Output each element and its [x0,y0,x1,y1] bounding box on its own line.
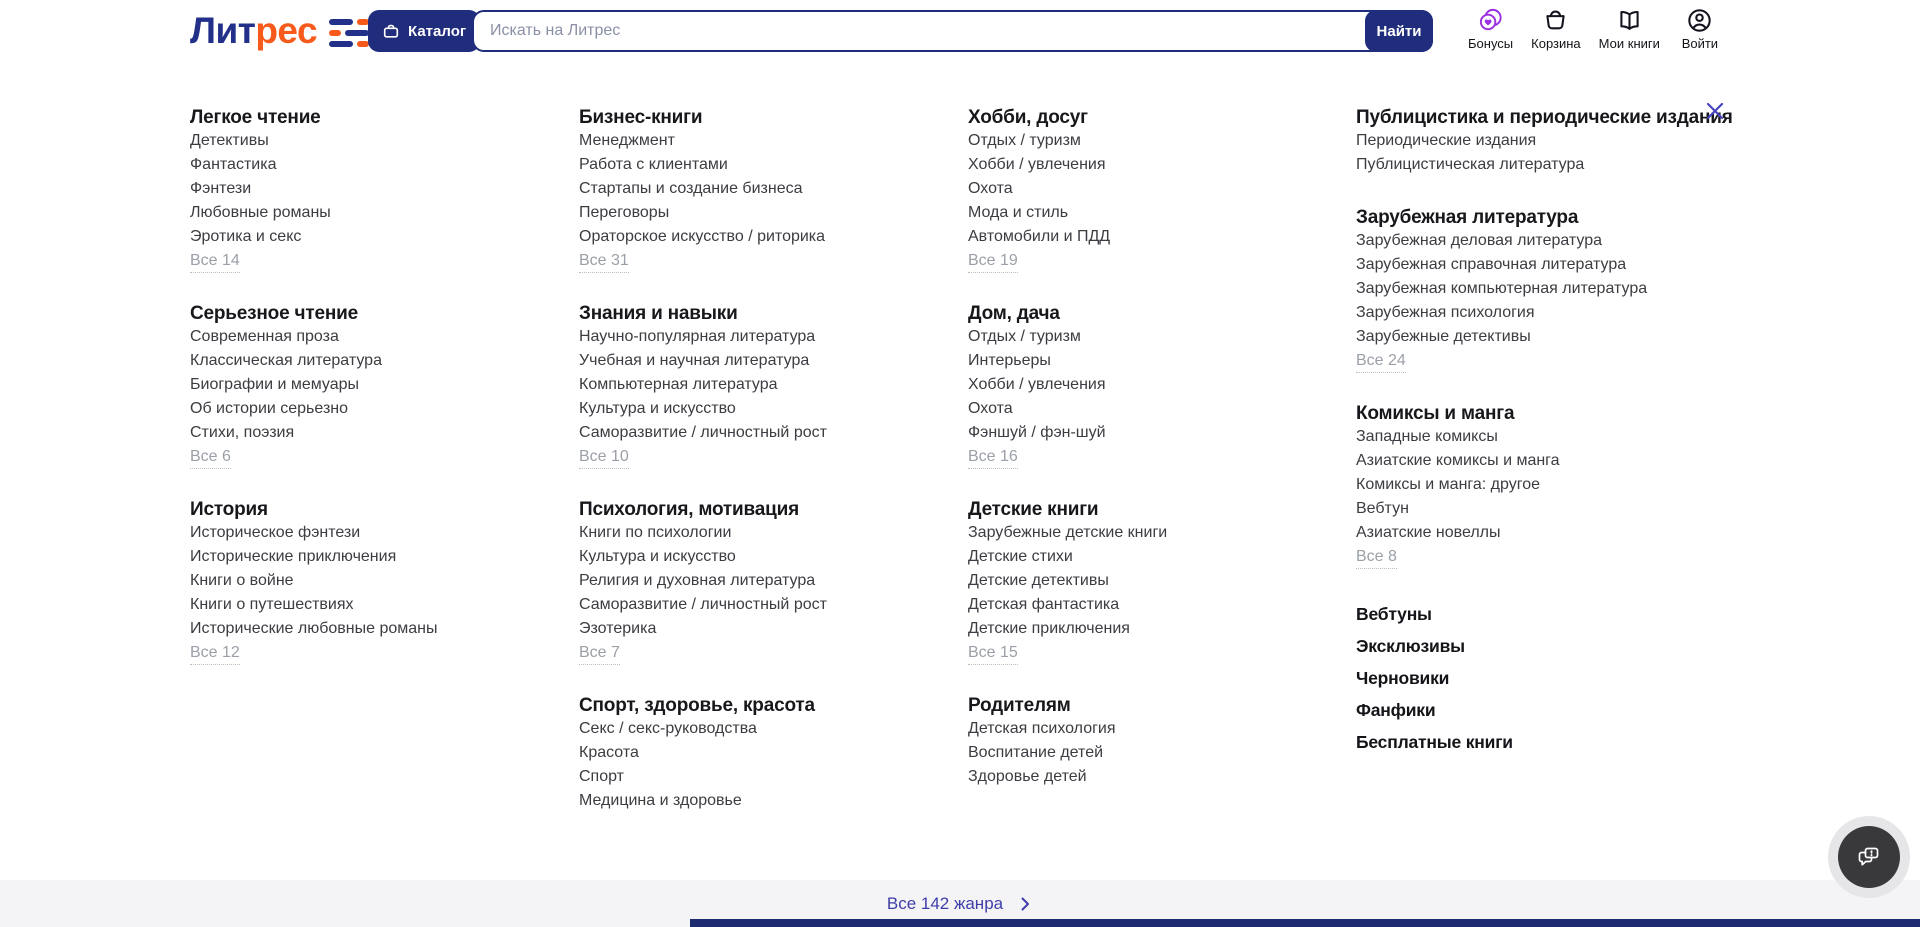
menu-item[interactable]: Хобби / увлечения [968,376,1106,393]
menu-item[interactable]: Историческое фэнтези [190,524,361,541]
menu-item[interactable]: Зарубежная компьютерная литература [1356,280,1648,297]
bonus-icon [1477,7,1504,34]
menu-item[interactable]: Книги о войне [190,572,294,589]
menu-item[interactable]: Культура и искусство [579,548,736,565]
section-title[interactable]: Дом, дача [968,303,1060,324]
section-title[interactable]: Бизнес-книги [579,107,703,128]
menu-item[interactable]: Периодические издания [1356,132,1537,149]
section-title[interactable]: История [190,499,268,520]
menu-item[interactable]: Детская психология [968,720,1116,737]
menu-item[interactable]: Отдых / туризм [968,328,1081,345]
menu-column [968,106,1356,842]
search-bar [472,10,1433,52]
show-all-link[interactable]: Все 31 [579,249,629,273]
show-all-link[interactable]: Все 15 [968,641,1018,665]
menu-item[interactable]: Мода и стиль [968,204,1069,221]
catalog-mega-menu [0,62,1920,880]
menu-item[interactable]: Религия и духовная литература [579,572,816,589]
section-title[interactable]: Легкое чтение [190,107,321,128]
menu-standalone-link[interactable]: Черновики [1356,668,1450,688]
menu-item[interactable]: Интерьеры [968,352,1051,369]
show-all-link[interactable]: Все 7 [579,641,620,665]
top-bar [0,0,1920,62]
show-all-link[interactable]: Все 10 [579,445,629,469]
chat-bubbles-icon [1838,826,1900,888]
catalog-button[interactable] [368,10,480,52]
menu-section [968,694,1356,789]
menu-item[interactable]: Зарубежная деловая литература [1356,232,1603,249]
section-title[interactable]: Хобби, досуг [968,107,1088,128]
show-all-link[interactable]: Все 19 [968,249,1018,273]
logo-text-orange: рес [255,10,318,51]
menu-item[interactable]: Публицистическая литература [1356,156,1585,173]
show-all-link[interactable]: Все 24 [1356,349,1406,373]
nav-login[interactable] [1678,7,1722,51]
menu-section [1356,106,1920,177]
litres-logo[interactable] [190,10,369,51]
show-all-link[interactable]: Все 16 [968,445,1018,469]
menu-section [968,498,1356,665]
chevron-right-icon [1017,896,1033,912]
close-icon[interactable] [1702,99,1728,125]
menu-item[interactable]: Классическая литература [190,352,382,369]
menu-column [1356,106,1920,842]
menu-item[interactable]: Стихи, поэзия [190,424,295,441]
section-title[interactable]: Знания и навыки [579,303,738,324]
all-genres-link[interactable] [887,894,1033,914]
search-input[interactable] [474,12,1431,50]
menu-section [190,498,579,665]
menu-item[interactable]: Зарубежная справочная литература [1356,256,1627,273]
top-nav [1468,7,1722,51]
logo-text-blue: Лит [190,10,256,51]
show-all-link[interactable]: Все 12 [190,641,240,665]
section-title[interactable]: Комиксы и манга [1356,403,1515,424]
section-title[interactable]: Психология, мотивация [579,499,799,520]
menu-item[interactable]: Зарубежные детские книги [968,524,1168,541]
nav-my-books[interactable] [1599,7,1660,51]
menu-section [579,106,968,273]
menu-section [579,498,968,665]
footer-strip [690,919,1920,927]
login-icon [1686,7,1713,34]
menu-item[interactable]: Детская фантастика [968,596,1120,613]
nav-bonuses[interactable] [1468,7,1513,51]
menu-item[interactable]: Зарубежные детективы [1356,328,1531,345]
menu-item[interactable]: Комиксы и манга: другое [1356,476,1541,493]
menu-item[interactable]: Фэншуй / фэн-шуй [968,424,1106,441]
catalog-button-label: Каталог [408,22,467,40]
nav-login-label: Войти [1681,36,1719,51]
menu-item[interactable]: Книги о путешествиях [190,596,354,613]
section-title[interactable]: Публицистика и периодические издания [1356,107,1733,128]
show-all-link[interactable]: Все 6 [190,445,231,469]
menu-standalone-link[interactable]: Фанфики [1356,700,1436,720]
menu-item[interactable]: Научно-популярная литература [579,328,816,345]
menu-item[interactable]: Автомобили и ПДД [968,228,1111,245]
menu-item[interactable]: Работа с клиентами [579,156,728,173]
menu-item[interactable]: Красота [579,744,639,761]
nav-cart-label: Корзина [1531,36,1581,51]
menu-item[interactable]: Об истории серьезно [190,400,349,417]
menu-item[interactable]: Детские детективы [968,572,1109,589]
menu-item[interactable]: Спорт [579,768,624,785]
menu-section [968,106,1356,273]
show-all-link[interactable]: Все 8 [1356,545,1397,569]
menu-item[interactable]: Саморазвитие / личностный рост [579,424,827,441]
menu-standalone-link[interactable]: Эксклюзивы [1356,636,1465,656]
menu-item[interactable]: Современная проза [190,328,339,345]
menu-item[interactable]: Исторические любовные романы [190,620,438,637]
cart-icon [1542,7,1569,34]
menu-item[interactable]: Фантастика [190,156,277,173]
section-title[interactable]: Спорт, здоровье, красота [579,695,815,716]
menu-item[interactable]: Культура и искусство [579,400,736,417]
menu-section [579,694,968,813]
menu-item[interactable]: Эротика и секс [190,228,302,245]
menu-item[interactable]: Менеджмент [579,132,675,149]
section-title[interactable]: Серьезное чтение [190,303,358,324]
menu-item[interactable]: Секс / секс-руководства [579,720,757,737]
menu-item[interactable]: Исторические приключения [190,548,397,565]
menu-item[interactable]: Медицина и здоровье [579,792,742,809]
section-title[interactable]: Родителям [968,695,1071,716]
menu-item[interactable]: Западные комиксы [1356,428,1498,445]
menu-item[interactable]: Охота [968,180,1013,197]
menu-section [579,302,968,469]
menu-item[interactable]: Детские приключения [968,620,1130,637]
menu-item[interactable]: Эзотерика [579,620,657,637]
menu-item[interactable]: Хобби / увлечения [968,156,1106,173]
menu-column [579,106,968,842]
menu-item[interactable]: Фэнтези [190,180,252,197]
nav-bonuses-label: Бонусы [1468,36,1514,51]
menu-item[interactable]: Детские стихи [968,548,1073,565]
nav-cart[interactable] [1531,7,1581,51]
menu-section [190,106,579,273]
menu-standalone-link[interactable]: Вебтуны [1356,604,1432,624]
menu-item[interactable]: Здоровье детей [968,768,1087,785]
menu-item[interactable]: Учебная и научная литература [579,352,810,369]
section-title[interactable]: Зарубежная литература [1356,207,1579,228]
menu-item[interactable]: Детективы [190,132,269,149]
nav-my-books-label: Мои книги [1598,36,1660,51]
menu-item[interactable]: Переговоры [579,204,670,221]
menu-section [968,302,1356,469]
menu-item[interactable]: Зарубежная психология [1356,304,1535,321]
section-title[interactable]: Детские книги [968,499,1099,520]
catalog-box-icon [382,22,400,40]
show-all-link[interactable]: Все 14 [190,249,240,273]
menu-standalone-link[interactable]: Бесплатные книги [1356,732,1513,752]
search-submit-button[interactable]: Найти [1365,10,1433,52]
menu-section [1356,402,1920,569]
menu-item[interactable]: Азиатские новеллы [1356,524,1501,541]
logo-stripes-icon [329,15,369,47]
menu-item[interactable]: Биографии и мемуары [190,376,360,393]
menu-section [190,302,579,469]
menu-item[interactable]: Стартапы и создание бизнеса [579,180,803,197]
menu-item[interactable]: Книги по психологии [579,524,732,541]
chat-widget-button[interactable] [1828,816,1910,898]
all-genres-label: Все 142 жанра [886,893,1004,913]
menu-item[interactable]: Вебтун [1356,500,1409,517]
my-books-icon [1616,7,1643,34]
menu-section [1356,206,1920,373]
menu-column [190,106,579,842]
menu-item[interactable]: Любовные романы [190,204,331,221]
menu-item[interactable]: Компьютерная литература [579,376,778,393]
menu-item[interactable]: Охота [968,400,1013,417]
menu-item[interactable]: Саморазвитие / личностный рост [579,596,827,613]
menu-item[interactable]: Ораторское искусство / риторика [579,228,826,245]
menu-item[interactable]: Азиатские комиксы и манга [1356,452,1560,469]
menu-item[interactable]: Отдых / туризм [968,132,1081,149]
logo-text [190,10,318,51]
menu-item[interactable]: Воспитание детей [968,744,1104,761]
